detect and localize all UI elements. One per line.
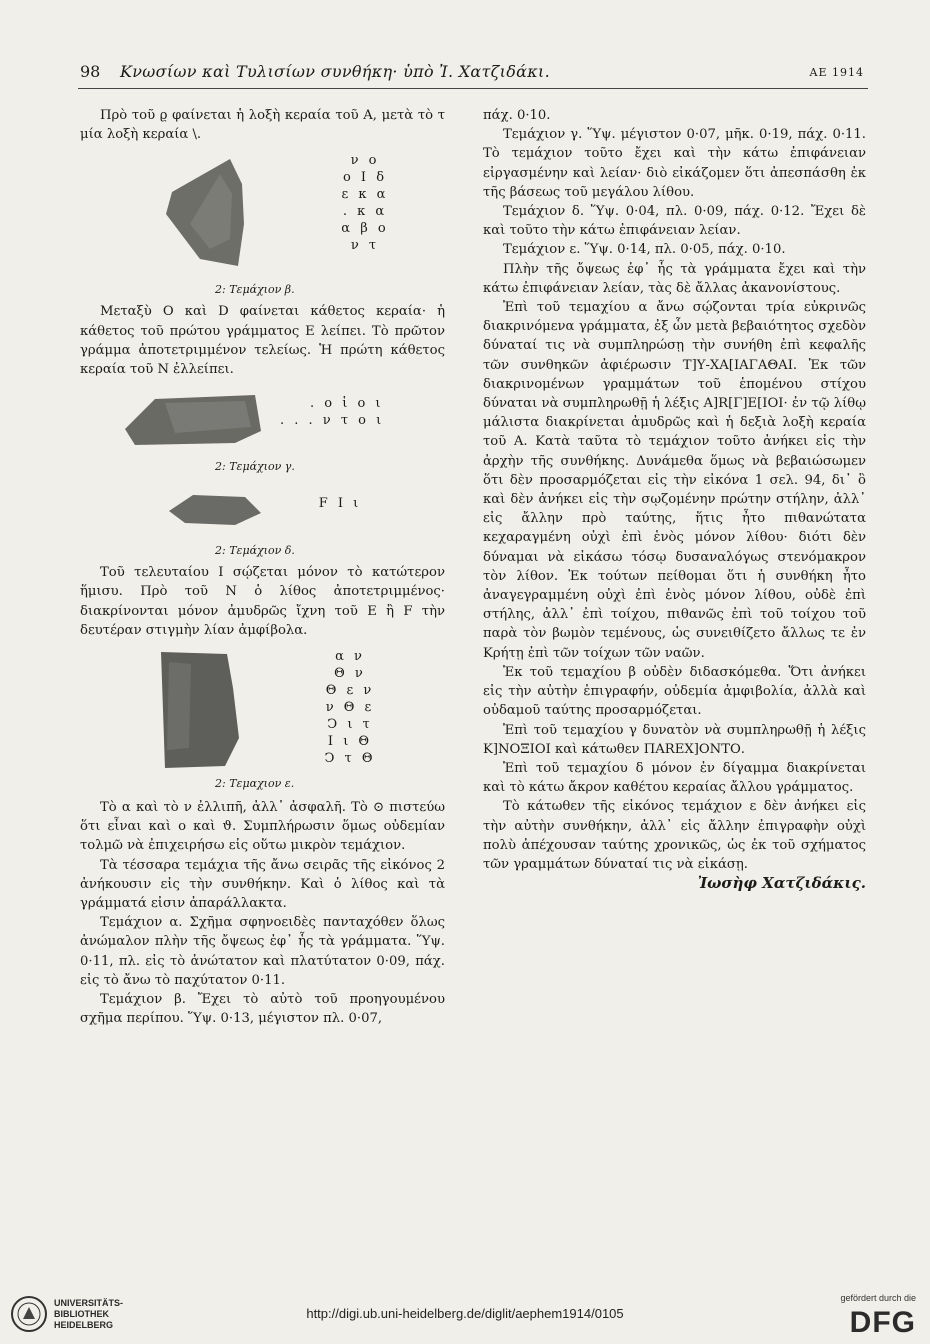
figure-caption: 2: Τεμάχιον β. bbox=[215, 283, 295, 297]
funding-note: gefördert durch die bbox=[840, 1293, 916, 1303]
right-column bbox=[483, 106, 866, 893]
right-paragraph-10: Τὸ κάτωθεν τῆς εἰκόνος τεμάχιον ε δὲν ἀνήκει εἰς τὴν αὐτὴν συνθήκην, ἀλλ᾽ εἰς ἄλλην ἐπιγραφὴν οὐχὶ πολὺ ἀπέχουσαν ταύτης χρονικῶς, ὡς ἐκ τοῦ σχήματος τῶν γραμμάτων δύναταί τις νὰ εἰκάσῃ. bbox=[483, 799, 866, 872]
right-paragraph-3: Τεμάχιον δ. Ὕψ. 0·04, πλ. 0·09, πάχ. 0·12. Ἔχει δὲ καὶ τοῦτο τὴν κάτω ἐπιφάνειαν λείαν. bbox=[483, 204, 866, 239]
fragment-gamma-image bbox=[115, 389, 265, 447]
digitization-footer bbox=[0, 1280, 930, 1344]
left-paragraph-4: Τὸ α καὶ τὸ ν ἐλλιπῆ, ἀλλ᾽ ἀσφαλῆ. Τὸ ⊙ πιστεύω ὅτι εἶναι καὶ ο καὶ ϑ. Συμπλήρωσιν ὅμως οὐδεμίαν τολμῶ νὰ ἐπιχειρήσω εἰς οὕτω μικρὸν τεμάχιον. bbox=[80, 800, 445, 854]
library-name-line: UNIVERSITÄTS- bbox=[54, 1298, 124, 1308]
fragment-delta-transcription bbox=[310, 495, 370, 512]
transcription-line: Ͻ τ Θ bbox=[324, 751, 376, 767]
figure-fragment-epsilon bbox=[80, 644, 445, 794]
transcription-line: ο Ι δ bbox=[342, 170, 388, 186]
fragment-beta-image bbox=[160, 154, 250, 274]
journal-ref: ΑΕ 1914 bbox=[809, 66, 864, 79]
figure-caption: 2: Τεμάχιον δ. bbox=[215, 544, 295, 558]
library-name-line: BIBLIOTHEK bbox=[54, 1309, 109, 1319]
author-signature: Ἰωσὴφ Χατζιδάκις. bbox=[697, 874, 866, 893]
transcription-line: . κ α bbox=[342, 204, 388, 220]
transcription-line: ε κ α bbox=[341, 187, 389, 203]
page-number: 98 bbox=[80, 62, 101, 81]
dfg-logo: DFG bbox=[849, 1306, 916, 1339]
fragment-delta-image bbox=[165, 489, 265, 529]
source-url-link[interactable]: http://digi.ub.uni-heidelberg.de/diglit/aephem1914/0105 bbox=[306, 1306, 624, 1321]
left-paragraph-2: Μεταξὺ Ο καὶ D φαίνεται κάθετος κεραία· ἡ κάθετος τοῦ πρώτου γράμματος Ε λείπει. Τὸ πρῶτον γράμμα ἀποτετριμμένον τελείως. Ἡ πρώτη κάθετος κεραία τοῦ Ν ἐλλείπει. bbox=[80, 304, 445, 378]
left-paragraph-1: Πρὸ τοῦ ϱ φαίνεται ἡ λοξὴ κεραία τοῦ Α, μετὰ τὸ τ μία λοξὴ κεραία \. bbox=[80, 108, 445, 143]
left-paragraph-7: Τεμάχιον β. Ἔχει τὸ αὐτὸ τοῦ προηγουμένου σχῆμα περίπου. Ὕψ. 0·13, μέγιστον πλ. 0·07, bbox=[80, 992, 445, 1027]
figure-caption: 2: Τεμάχιον γ. bbox=[215, 460, 295, 474]
figure-fragment-beta bbox=[80, 148, 445, 298]
transcription-line: Θ ν bbox=[334, 666, 366, 682]
transcription-line: F Ι ι bbox=[318, 496, 362, 512]
left-paragraph-6: Τεμάχιον α. Σχῆμα σφηνοειδὲς πανταχόθεν ὅλως ἀνώμαλον πλὴν τῆς ὄψεως ἐφ᾽ ἧς τὰ γράμματα. Ὕψ. 0·11, πλ. εἰς τὸ ἀνώτατον καὶ πλατύτατον 0·09, πάχ. εἰς τὸ ἄνω τὸ παχύτατον 0·11. bbox=[80, 915, 445, 988]
header-rule bbox=[78, 88, 868, 89]
right-paragraph-2: Τεμάχιον γ. Ὕψ. μέγιστον 0·07, μῆκ. 0·19, πάχ. 0·11. Τὸ τεμάχιον τοῦτο ἔχει καὶ τὴν κάτω ἐπιφάνειαν εἰργασμένην καὶ λείαν· διὸ εἰκάζομεν ὅτι ἀπεσπάσθη ἐκ τῆς βάσεως τοῦ μεγάλου λίθου. bbox=[483, 127, 866, 200]
transcription-line: α β ο bbox=[341, 221, 389, 237]
transcription-line: Θ ε ν bbox=[325, 683, 375, 699]
running-title: Κνωσίων καὶ Τυλισίων συνθήκη· ὑπὸ Ἰ. Χατζιδάκι. bbox=[120, 62, 550, 81]
right-paragraph-4: Τεμάχιον ε. Ὕψ. 0·14, πλ. 0·05, πάχ. 0·10. bbox=[503, 242, 786, 258]
figure-fragment-delta bbox=[80, 483, 445, 559]
transcription-line: . ο ἱ ο ι bbox=[310, 396, 384, 412]
transcription-line: ν ο bbox=[350, 153, 380, 169]
right-paragraph-1: πάχ. 0·10. bbox=[483, 108, 551, 123]
transcription-line: Ͻ ι τ bbox=[327, 717, 373, 733]
transcription-line: Ι ι Θ bbox=[327, 734, 373, 750]
transcription-line: . . . ν τ ο ι bbox=[280, 413, 385, 429]
fragment-epsilon-transcription bbox=[315, 648, 385, 767]
library-name-line: HEIDELBERG bbox=[54, 1320, 114, 1330]
transcription-line: ν τ bbox=[350, 238, 380, 254]
left-paragraph-5: Τὰ τέσσαρα τεμάχια τῆς ἄνω σειρᾶς τῆς εἰκόνος 2 ἀνήκουσιν εἰς τὴν συνθήκην. Καὶ ὁ λίθος καὶ τὰ γράμματά εἰσιν ἀπαράλλακτα. bbox=[80, 857, 445, 912]
fragment-beta-transcription bbox=[320, 152, 410, 254]
transcription-line: α ν bbox=[335, 649, 365, 665]
right-paragraph-9: Ἐπὶ τοῦ τεμαχίου δ μόνον ἐν δίγαμμα διακρίνεται καὶ τὸ κάτω ἄκρον καθέτου κεραίας ἄλλου γράμματος. bbox=[483, 760, 866, 796]
left-column bbox=[80, 106, 445, 1028]
right-paragraph-5: Πλὴν τῆς ὄψεως ἐφ᾽ ἧς τὰ γράμματα ἔχει καὶ τὴν κάτω ἐπιφάνειαν λείαν, τὰς δὲ ἄλλας ἀκανονίστους. bbox=[483, 261, 866, 296]
figure-fragment-gamma bbox=[80, 383, 445, 479]
right-paragraph-8: Ἐπὶ τοῦ τεμαχίου γ δυνατὸν νὰ συμπληρωθῇ ἡ λέξις Κ]ΝΟΞΙΟΙ καὶ κάτωθεν ΠΑRΕΧ]ΟΝΤΟ. bbox=[483, 722, 866, 757]
fragment-epsilon-image bbox=[155, 648, 245, 773]
right-paragraph-6: Ἐπὶ τοῦ τεμαχίου α ἄνω σῴζονται τρία εὐκρινῶς διακρινόμενα γράμματα, ἐξ ὧν μετὰ βεβαιότητος σχεδὸν δύναταί τις νὰ συμπληρώσῃ τὴν συνήθη ἐπὶ κεφαλῆς τῶν συνθηκῶν ἀφιέρωσιν Τ]Υ-ΧΑ[ΙΑΓΑΘΑΙ. Ἐκ τῶν διακρινομένων γραμμάτων τοῦ ἑπομένου στίχου δύναται νὰ συμπληρωθῇ ἡ λέξις Α]R[Γ]Ε[ΙΟΙ· ἐν τῷ λίθῳ μάλιστα διακρίνεται ἀμυδρῶς καὶ ἡ δεξιὰ λοξὴ κεραία τοῦ Α. Κατὰ ταῦτα τὸ τεμάχιον τοῦτο ἀνήκει εἰς τὴν ἀρχὴν τῆς συνθήκης. Δυνάμεθα ὅμως νὰ βεβαιώσωμεν ὅτι δὲν προσαρμόζεται εἰς τὴν εἰκόνα 1 σελ. 94, δι᾽ ὃ καὶ δὲν ἀνήκει εἰς τὴν σῳζομένην πρώτην στήλην, ἀλλ᾽ εἰς ἄλλην πρὸ ταύτης, ἥτις ἦτο πιθανώτατα κεχαραγμένη οὐχὶ ἐπὶ ἑνὸς μόνον λίθου· διότι δὲν δύναμαι νὰ εἰκάσω τόσῳ δυσαναλόγως στενόμακρον τὸν λίθον. Ἐκ τούτων πείθομαι ὅτι ἡ συνθήκη ἦτο ἀναγεγραμμένη οὐχὶ ἐπὶ ἑνὸς μόνον λίθου, οὐδὲ ἐπὶ στήλης, ἀλλ᾽ ἐπὶ τοίχου, πιθανῶς ἐπὶ τοῦ τοίχου τοῦ παρὰ τὸν βωμὸν τεμένους, ὡς συνειθίζετο ἄλλως τε ἐν Κρήτῃ ἐπὶ τῶν τοίχων τῶν ναῶν. bbox=[483, 300, 866, 661]
figure-caption: 2: Τεμαχιον ε. bbox=[215, 777, 295, 791]
left-paragraph-3: Τοῦ τελευταίου Ι σῴζεται μόνον τὸ κατώτερον ἥμισυ. Πρὸ τοῦ Ν ὁ λίθος ἀποτετριμμένος· διακρίνονται μόνον ἀμυδρῶς ἴχνη τοῦ Ε ἢ F τὴν δευτέραν στιγμὴν λίαν ἀμφίβολα. bbox=[80, 565, 445, 638]
right-paragraph-7: Ἐκ τοῦ τεμαχίου β οὐδὲν διδασκόμεθα. Ὅτι ἀνήκει εἰς τὴν αὐτὴν ἐπιγραφήν, οὐδεμία ἀμφιβολία, ἀλλὰ καὶ οὐδαμοῦ ταύτης προσαρμόζεται. bbox=[483, 664, 866, 719]
fragment-gamma-transcription bbox=[280, 395, 430, 429]
transcription-line: ν Θ ε bbox=[325, 700, 375, 716]
